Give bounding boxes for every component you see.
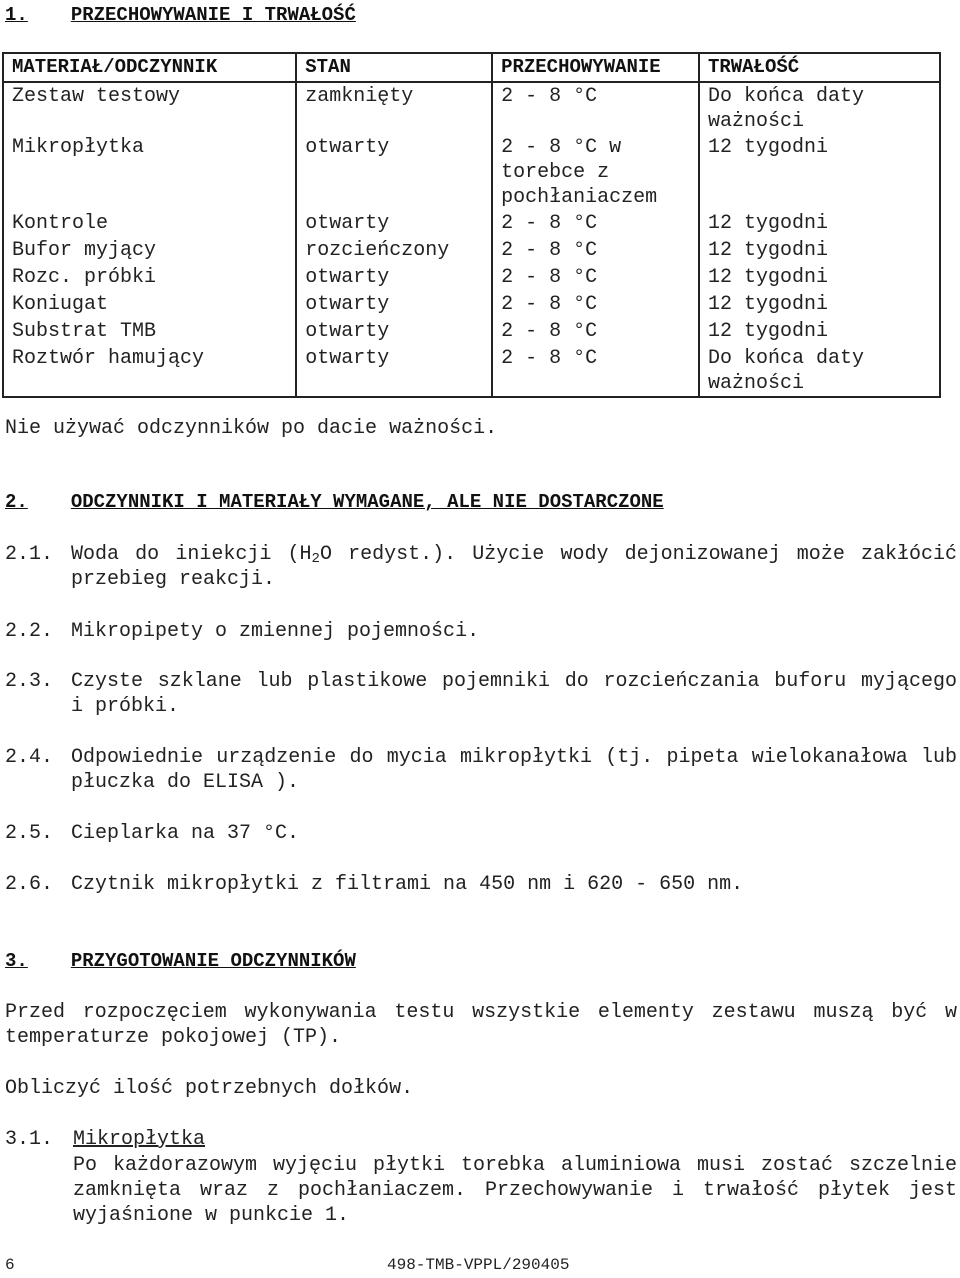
subscript: 2 [311,551,320,567]
cell-stability: 12 tygodni [699,318,940,345]
item-number: 2.1. [5,543,54,566]
table-row [3,318,940,345]
item-text: Czytnik mikropłytki z filtrami na 450 nm i 620 - 650 nm. [71,873,744,896]
item-text: Mikropipety o zmiennej pojemności. [71,620,480,643]
cell-state: zamknięty [296,82,492,134]
cell-material: Zestaw testowy [3,82,296,134]
section-3-title: PRZYGOTOWANIE ODCZYNNIKÓW [70,950,356,972]
cell-material: Roztwór hamujący [3,345,296,397]
subsection-title: Mikropłytka [73,1128,206,1151]
list-item [5,821,957,846]
item-number: 2.5. [5,822,54,845]
cell-storage: 2 - 8 °C [492,318,699,345]
list-item [5,872,957,897]
cell-state: otwarty [296,210,492,237]
section-3-number: 3. [5,950,28,972]
paragraph: Obliczyć ilość potrzebnych dołków. [5,1077,414,1100]
cell-stability: Do końca daty ważności [699,82,940,134]
section-1-heading [5,3,356,28]
section-2-heading [5,490,664,515]
cell-material: Rozc. próbki [3,264,296,291]
cell-material: Kontrole [3,210,296,237]
document-code: 498-TMB-VPPL/290405 [387,1256,570,1274]
header-storage: PRZECHOWYWANIE [492,53,699,82]
expiry-note: Nie używać odczynników po dacie ważności. [5,417,498,440]
section-1-title: PRZECHOWYWANIE I TRWAŁOŚĆ [70,4,356,26]
header-state: STAN [296,53,492,82]
header-stability: TRWAŁOŚĆ [699,53,940,82]
table-row [3,291,940,318]
item-text: Odpowiednie urządzenie do mycia mikropłytki (tj. pipeta wielokanałowa lub płuczka do ELISA ). [71,746,957,794]
cell-stability: 12 tygodni [699,134,940,210]
section-2-title: ODCZYNNIKI I MATERIAŁY WYMAGANE, ALE NIE DOSTARCZONE [70,491,664,513]
table-row [3,134,940,210]
item-number: 2.4. [5,746,54,769]
item-number: 2.6. [5,873,54,896]
paragraph: Przed rozpoczęciem wykonywania testu wszystkie elementy zestawu muszą być w temperaturze pokojowej (TP). [5,1001,957,1049]
cell-state: otwarty [296,345,492,397]
section-2-number: 2. [5,491,28,513]
cell-stability: 12 tygodni [699,291,940,318]
item-text-part: O redyst.). Użycie wody dejonizowanej może zakłócić przebieg reakcji. [71,543,957,591]
cell-stability: 12 tygodni [699,264,940,291]
cell-material: Mikropłytka [3,134,296,210]
item-text: Czyste szklane lub plastikowe pojemniki do rozcieńczania buforu myjącego i próbki. [71,670,957,718]
storage-table [2,52,941,398]
header-material: MATERIAŁ/ODCZYNNIK [3,53,296,82]
list-item [5,542,957,592]
cell-storage: 2 - 8 °C [492,291,699,318]
cell-state: rozcieńczony [296,237,492,264]
item-number: 2.2. [5,620,54,643]
section-3-heading [5,949,356,974]
item-text [71,542,957,592]
table-row [3,237,940,264]
section-1-number: 1. [5,4,28,26]
subsection-number: 3.1. [5,1128,54,1151]
cell-storage: 2 - 8 °C [492,345,699,397]
cell-state: otwarty [296,291,492,318]
cell-storage: 2 - 8 °C w torebce z pochłaniaczem [492,134,699,210]
table-row [3,345,940,397]
list-item [5,619,957,644]
cell-storage: 2 - 8 °C [492,210,699,237]
list-item [5,669,957,719]
item-text-part: Woda do iniekcji (H [71,543,312,566]
cell-material: Substrat TMB [3,318,296,345]
cell-material: Bufor myjący [3,237,296,264]
table-row [3,82,940,134]
cell-stability: 12 tygodni [699,210,940,237]
subsection-text: Po każdorazowym wyjęciu płytki torebka aluminiowa musi zostać szczelnie zamknięta wraz z pochłaniaczem. Przechowywanie i trwałość płytek jest wyjaśnione w punkcie 1. [73,1154,957,1227]
cell-material: Koniugat [3,291,296,318]
cell-state: otwarty [296,134,492,210]
page-number: 6 [5,1256,15,1274]
cell-storage: 2 - 8 °C [492,82,699,134]
table-row [3,264,940,291]
cell-state: otwarty [296,264,492,291]
table-header-row [3,53,940,82]
item-number: 2.3. [5,670,54,693]
list-item [5,745,957,795]
cell-state: otwarty [296,318,492,345]
cell-stability: 12 tygodni [699,237,940,264]
cell-stability: Do końca daty ważności [699,345,940,397]
table-row [3,210,940,237]
cell-storage: 2 - 8 °C [492,237,699,264]
item-text: Cieplarka na 37 °C. [71,822,300,845]
cell-storage: 2 - 8 °C [492,264,699,291]
